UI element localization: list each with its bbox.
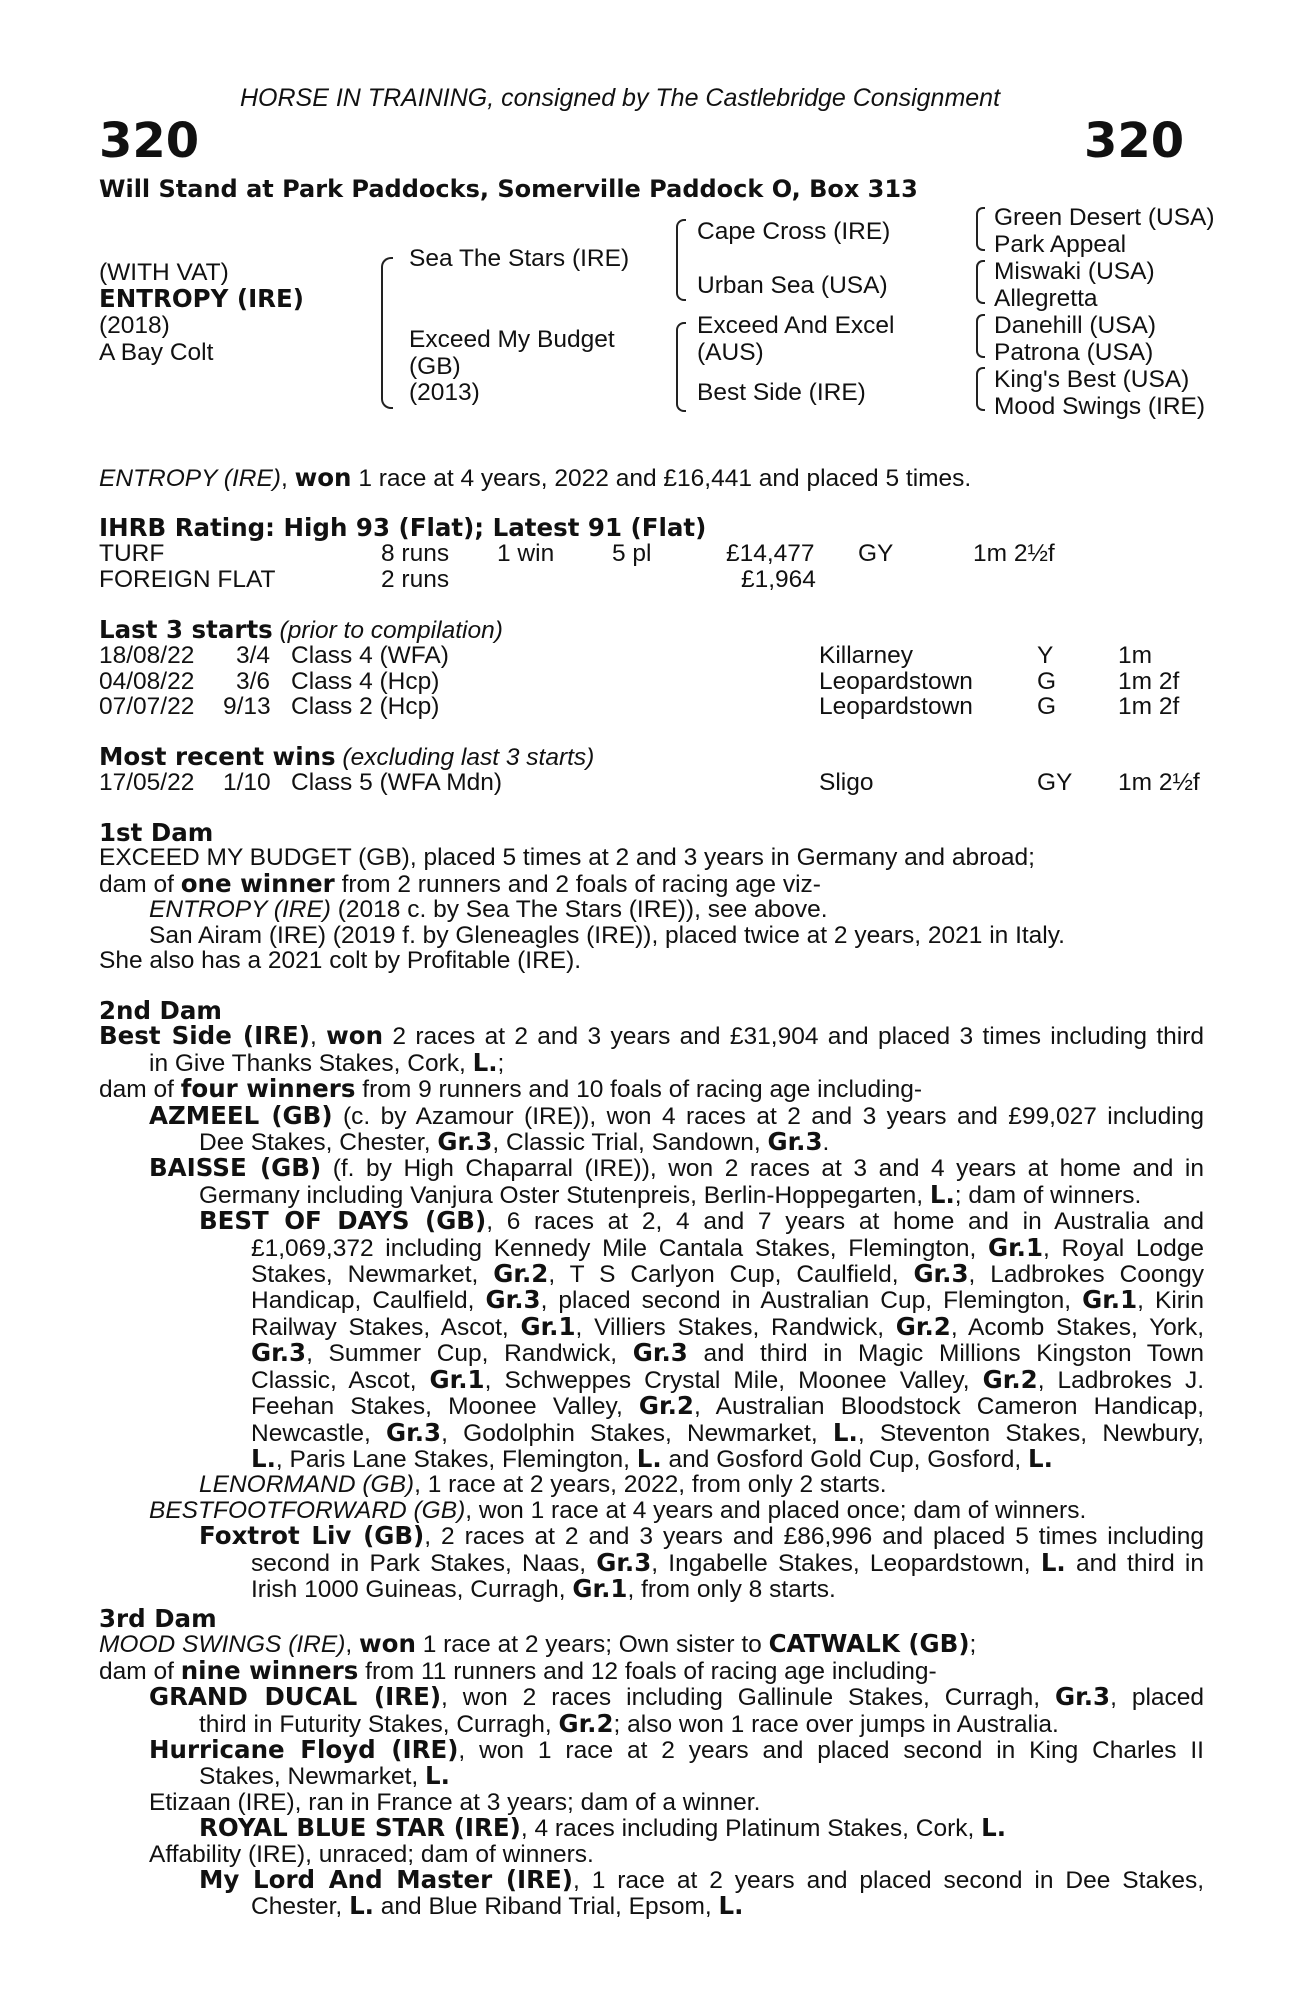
text: and third in (1065, 1549, 1204, 1577)
recent-distance: 1m 2½f (1118, 769, 1200, 796)
text: , placed (1110, 1684, 1205, 1712)
text: Chester, (251, 1893, 350, 1921)
progeny-line: Etizaan (IRE), ran in France at 3 years; dam of a winner. (149, 1788, 761, 1816)
text: from 2 runners and 2 foals of racing age viz- (334, 870, 821, 898)
second-dam-section (99, 998, 1204, 1602)
pedigree-dam-line1: Exceed My Budget (409, 326, 615, 353)
progeny-line (99, 1815, 1204, 1841)
text: (2018 c. by Sea The Stars (IRE)), see above. (330, 896, 828, 924)
listed-label: L. (1040, 1547, 1066, 1577)
text: from 11 runners and 12 foals of racing age including- (358, 1657, 937, 1685)
rating-amount: £14,477 (726, 540, 815, 567)
start-going: Y (1037, 642, 1054, 669)
pedigree-gen3-2: Park Appeal (994, 231, 1127, 258)
listed-label: L. (981, 1813, 1007, 1843)
grade-label: Gr.1 (1082, 1285, 1138, 1315)
vat-note: (WITH VAT) (99, 259, 229, 286)
summary-won: won (294, 463, 352, 492)
start-going: G (1037, 668, 1057, 695)
text: from 9 runners and 10 foals of racing age including- (355, 1076, 923, 1104)
rating-row-turf (99, 541, 1209, 566)
text: , Royal Lodge (1043, 1234, 1205, 1262)
first-dam-section (99, 820, 1204, 973)
start-distance: 1m 2f (1118, 668, 1180, 695)
progeny-line (99, 1261, 1204, 1287)
first-dam-title: 1st Dam (99, 818, 214, 847)
text: , Classic Trial, Sandown, (492, 1129, 768, 1157)
race-summary: ENTROPY (IRE), won 1 race at 4 years, 2022 and £16,441 and placed 5 times. (99, 463, 972, 492)
progeny-line (99, 1129, 1204, 1155)
text: ; dam of winners. (954, 1181, 1142, 1209)
text: , Schweppes Crystal Mile, Moonee Valley, (484, 1366, 983, 1394)
progeny-line (99, 1287, 1204, 1313)
rating-runs: 8 runs (381, 540, 450, 567)
progeny-line (99, 1155, 1204, 1181)
text: dam of (99, 1076, 181, 1104)
dam-of-line (99, 1076, 1204, 1102)
text: Classic, Ascot, (251, 1366, 430, 1394)
text: , 1 race at 2 years and placed second in Dee Stakes, (572, 1867, 1204, 1895)
recent-going: GY (1037, 769, 1073, 796)
progeny-name: BEST OF DAYS (GB) (199, 1206, 487, 1236)
pedigree-dam-line3: (2013) (409, 379, 480, 406)
first-dam-line: She also has a 2021 colt by Profitable (IRE). (99, 947, 582, 975)
progeny-line (99, 1340, 1204, 1366)
text: ; also won 1 race over jumps in Australia. (613, 1710, 1059, 1738)
text: , from only 8 starts. (627, 1575, 836, 1603)
last3-note: (prior to compilation) (272, 617, 503, 644)
grade-label: Gr.3 (913, 1259, 969, 1289)
first-dam-line (99, 868, 1204, 898)
progeny-line (99, 1417, 1204, 1447)
sibling-name: CATWALK (GB) (768, 1629, 970, 1659)
text: ; (969, 1631, 977, 1659)
progeny-line (99, 1179, 1204, 1209)
start-date: 07/07/22 (99, 693, 195, 720)
grade-label: Gr.2 (982, 1364, 1038, 1394)
rating-going: GY (858, 540, 894, 567)
progeny-name: Foxtrot Liv (GB) (199, 1521, 425, 1551)
text: Irish 1000 Guineas, Curragh, (251, 1575, 573, 1603)
grade-label: Gr.3 (251, 1338, 307, 1368)
pedigree-gen3-3: Miswaki (USA) (994, 258, 1155, 285)
text: second in Park Stakes, Naas, (251, 1549, 597, 1577)
text: , 6 races at 2, 4 and 7 years at home and in Australia and (486, 1208, 1205, 1236)
text: Dee Stakes, Chester, (199, 1129, 438, 1157)
progeny-line (99, 1498, 1204, 1523)
pedigree-dam-line2: (GB) (409, 353, 461, 380)
grade-label: Gr.2 (895, 1311, 951, 1341)
text: 2 races at 2 and 3 years and £31,904 and placed 3 times including third (383, 1023, 1204, 1051)
pedigree-gen3-8: Mood Swings (IRE) (994, 393, 1206, 420)
dam-entry-line: Best Side (IRE), won 2 races at 2 and 3 years and £31,904 and placed 3 times including third (99, 1021, 1204, 1051)
text: Germany including Vanjura Oster Stutenpreis, Berlin-Hoppegarten, (199, 1181, 930, 1209)
progeny-name: LENORMAND (GB) (199, 1471, 415, 1499)
progeny-name: ENTROPY (IRE) (149, 896, 331, 924)
won-label: won (326, 1021, 384, 1051)
start-class: Class 4 (WFA) (291, 642, 449, 669)
start-distance: 1m 2f (1118, 693, 1180, 720)
text: . (822, 1129, 830, 1157)
lot-number-left: 320 (99, 113, 200, 169)
listed-label: L. (929, 1179, 955, 1209)
recent-position: 1/10 (223, 769, 271, 796)
grade-label: Gr.1 (520, 1311, 576, 1341)
rating-type: TURF (99, 540, 165, 567)
text: and third in Magic Millions Kingston Town (687, 1340, 1204, 1368)
listed-label: L. (251, 1443, 276, 1473)
text: , won 2 races including Gallinule Stakes, Curragh, (441, 1684, 1055, 1712)
winner-count: four winners (180, 1074, 356, 1104)
text: , Kirin (1137, 1287, 1204, 1315)
start-going: G (1037, 693, 1057, 720)
pedigree-sire-sire: Cape Cross (IRE) (697, 218, 891, 245)
catalogue-header: HORSE IN TRAINING, consigned by The Castlebridge Consignment (240, 84, 1001, 112)
progeny-line (99, 1893, 1204, 1919)
text: , Ladbrokes J. (1037, 1366, 1205, 1394)
dam-of-line (99, 1655, 1204, 1685)
last3-heading (99, 617, 503, 643)
progeny-line (99, 1573, 1204, 1603)
pedigree-dam-sire-line1: Exceed And Excel (697, 312, 895, 339)
pedigree-brace-g2 (976, 260, 985, 304)
first-dam-line (99, 897, 1204, 922)
progeny-line (99, 1364, 1205, 1394)
progeny-name: AZMEEL (GB) (149, 1100, 333, 1130)
pedigree-dam-sire-line2: (AUS) (697, 339, 764, 366)
horse-name: ENTROPY (IRE) (99, 284, 304, 313)
start-position: 9/13 (223, 693, 271, 720)
grade-label: Gr.3 (386, 1417, 442, 1447)
start-position: 3/6 (236, 668, 271, 695)
start-distance: 1m (1118, 642, 1153, 669)
text: , Ingabelle Stakes, Leopardstown, (651, 1549, 1041, 1577)
listed-label: L. (472, 1047, 498, 1077)
listed-label: L. (832, 1417, 858, 1447)
text: and Gosford Gold Cup, Gosford, (661, 1445, 1029, 1473)
listed-label: L. (1028, 1443, 1053, 1473)
progeny-line (99, 1523, 1204, 1549)
progeny-line (99, 1708, 1204, 1738)
pedigree-gen3-7: King's Best (USA) (994, 366, 1190, 393)
start-row (99, 694, 1209, 719)
progeny-line (99, 1867, 1204, 1893)
recent-heading (99, 744, 594, 770)
pedigree-brace-main (381, 257, 393, 409)
progeny-line (99, 1393, 1204, 1419)
pedigree-brace-g3 (976, 314, 985, 358)
progeny-name: ROYAL BLUE STAR (IRE) (199, 1813, 521, 1843)
grade-label: Gr.2 (638, 1391, 694, 1421)
progeny-line (99, 1443, 1204, 1473)
progeny-name: BAISSE (GB) (149, 1153, 322, 1183)
progeny-line (99, 1737, 1204, 1763)
rating-placed: 5 pl (612, 540, 652, 567)
dam-name: Best Side (IRE) (99, 1021, 310, 1051)
start-course: Leopardstown (819, 668, 973, 695)
text: Railway Stakes, Ascot, (251, 1313, 521, 1341)
recent-course: Sligo (819, 769, 874, 796)
text: 1 race at 2 years; Own sister to (415, 1631, 769, 1659)
progeny-name: My Lord And Master (IRE) (199, 1865, 573, 1895)
winner-count: one winner (180, 868, 335, 898)
pedigree-brace-dam (676, 322, 686, 412)
grade-label: Gr.3 (485, 1285, 541, 1315)
text: (f. by High Chaparral (IRE)), won 2 races at 3 and 4 years at home and in (321, 1155, 1204, 1183)
text: , Summer Cup, Randwick, (306, 1340, 633, 1368)
text: , Villiers Stakes, Randwick, (575, 1313, 896, 1341)
text: , won 1 race at 2 years and placed second in King Charles II (458, 1737, 1204, 1765)
grade-label: Gr.3 (1055, 1682, 1111, 1712)
text: Newcastle, (251, 1419, 387, 1447)
first-dam-line: EXCEED MY BUDGET (GB), placed 5 times at 2 and 3 years in Germany and abroad; (99, 844, 1035, 872)
progeny-line (99, 1472, 1204, 1497)
pedigree-brace-sire (676, 219, 686, 301)
pedigree-sire: Sea The Stars (IRE) (409, 245, 630, 272)
grade-label: Gr.1 (987, 1232, 1044, 1262)
pedigree-sire-dam: Urban Sea (USA) (697, 272, 888, 299)
rating-runs: 2 runs (381, 566, 450, 593)
horse-description: A Bay Colt (99, 339, 214, 366)
listed-label: L. (636, 1443, 662, 1473)
pedigree-brace-g4 (976, 367, 985, 411)
text: , 1 race at 2 years, 2022, from only 2 starts. (414, 1471, 887, 1499)
pedigree-gen3-4: Allegretta (994, 285, 1098, 312)
progeny-line (99, 1232, 1205, 1262)
won-label: won (358, 1629, 416, 1659)
recent-title: Most recent wins (99, 742, 336, 771)
text: , placed second in Australian Cup, Flemington, (540, 1287, 1083, 1315)
text: Stakes, Newmarket, (251, 1261, 494, 1289)
second-dam-title: 2nd Dam (99, 996, 222, 1025)
grade-label: Gr.1 (572, 1573, 628, 1603)
text: , Acomb Stakes, York, (950, 1313, 1204, 1341)
text: dam of (99, 1657, 181, 1685)
start-row (99, 643, 1209, 668)
text: , Steventon Stakes, Newbury, (857, 1419, 1204, 1447)
start-class: Class 2 (Hcp) (291, 693, 440, 720)
start-row (99, 669, 1209, 694)
text: dam of (99, 870, 181, 898)
progeny-line (99, 1763, 1204, 1789)
text: in Give Thanks Stakes, Cork, (149, 1049, 473, 1077)
recent-row (99, 770, 1209, 795)
listed-label: L. (718, 1891, 744, 1921)
summary-text: 1 race at 4 years, 2022 and £16,441 and placed 5 times. (351, 465, 972, 492)
pedigree-gen3-1: Green Desert (USA) (994, 204, 1215, 231)
text: , Ladbrokes Coongy (968, 1261, 1205, 1289)
last3-title: Last 3 starts (99, 615, 273, 644)
start-class: Class 4 (Hcp) (291, 668, 440, 695)
progeny-line (99, 1100, 1204, 1130)
start-date: 18/08/22 (99, 642, 195, 669)
grade-label: Gr.2 (558, 1708, 614, 1738)
grade-label: Gr.3 (596, 1547, 652, 1577)
rating-amount: £1,964 (741, 566, 816, 593)
text: , Australian Bloodstock Cameron Handicap, (693, 1393, 1204, 1421)
text: , T S Carlyon Cup, Caulfield, (548, 1261, 914, 1289)
grade-label: Gr.3 (632, 1338, 688, 1368)
rating-row-foreign (99, 567, 1209, 592)
stand-location: Will Stand at Park Paddocks, Somerville Paddock O, Box 313 (99, 175, 918, 203)
progeny-line: Affability (IRE), unraced; dam of winners. (149, 1840, 594, 1868)
recent-class: Class 5 (WFA Mdn) (291, 769, 503, 796)
grade-label: Gr.2 (493, 1259, 549, 1289)
rating-title: IHRB Rating: High 93 (Flat); Latest 91 (Flat) (99, 513, 707, 542)
rating-type: FOREIGN FLAT (99, 566, 276, 593)
listed-label: L. (425, 1761, 450, 1791)
text: ; (497, 1049, 505, 1077)
progeny-name: Hurricane Floyd (IRE) (149, 1735, 459, 1765)
text: Feehan Stakes, Moonee Valley, (251, 1393, 639, 1421)
pedigree-gen3-5: Danehill (USA) (994, 312, 1157, 339)
text: , Paris Lane Stakes, Flemington, (275, 1445, 637, 1473)
rating-distance: 1m 2½f (973, 540, 1055, 567)
third-dam-title: 3rd Dam (99, 1604, 217, 1633)
start-course: Leopardstown (819, 693, 973, 720)
recent-date: 17/05/22 (99, 769, 195, 796)
progeny-name: BESTFOOTFORWARD (GB) (149, 1496, 466, 1524)
progeny-line (99, 1311, 1204, 1341)
dam-entry-line: MOOD SWINGS (IRE), won 1 race at 2 years; Own sister to CATWALK (GB); (99, 1629, 977, 1659)
progeny-line (99, 1684, 1204, 1710)
pedigree-brace-g1 (976, 207, 985, 251)
text: (c. by Azamour (IRE)), won 4 races at 2 and 3 years and £99,027 including (332, 1102, 1204, 1130)
lot-number-right: 320 (1084, 113, 1185, 169)
text: , won 1 race at 4 years and placed once; dam of winners. (465, 1496, 1087, 1524)
grade-label: Gr.1 (429, 1364, 485, 1394)
start-position: 3/4 (236, 642, 271, 669)
pedigree-dam-dam: Best Side (IRE) (697, 379, 866, 406)
listed-label: L. (349, 1891, 374, 1921)
first-dam-line: San Airam (IRE) (2019 f. by Gleneagles (IRE)), placed twice at 2 years, 2021 in Italy. (149, 921, 1065, 949)
text: and Blue Riband Trial, Epsom, (373, 1893, 719, 1921)
recent-note: (excluding last 3 starts) (335, 744, 595, 771)
progeny-line (99, 1547, 1204, 1577)
progeny-line (99, 1208, 1204, 1234)
summary-horse-name: ENTROPY (IRE) (99, 465, 281, 492)
dam-entry-line (99, 1047, 1204, 1077)
progeny-name: GRAND DUCAL (IRE) (149, 1682, 442, 1712)
text: Stakes, Newmarket, (199, 1763, 426, 1791)
text: £1,069,372 including Kennedy Mile Cantala Stakes, Flemington, (251, 1234, 988, 1262)
third-dam-section (99, 1606, 1204, 1920)
text: , 2 races at 2 and 3 years and £86,996 and placed 5 times including (424, 1523, 1204, 1551)
rating-wins: 1 win (497, 540, 555, 567)
text: , Godolphin Stakes, Newmarket, (441, 1419, 833, 1447)
grade-label: Gr.3 (437, 1127, 493, 1157)
text: , 4 races including Platinum Stakes, Cork, (520, 1815, 982, 1843)
horse-year: (2018) (99, 312, 170, 339)
grade-label: Gr.3 (767, 1127, 823, 1157)
start-course: Killarney (819, 642, 913, 669)
dam-name: MOOD SWINGS (IRE) (99, 1631, 346, 1659)
text: third in Futurity Stakes, Curragh, (199, 1710, 559, 1738)
start-date: 04/08/22 (99, 668, 195, 695)
pedigree-gen3-6: Patrona (USA) (994, 339, 1154, 366)
winner-count: nine winners (180, 1655, 359, 1685)
text: Handicap, Caulfield, (251, 1287, 486, 1315)
